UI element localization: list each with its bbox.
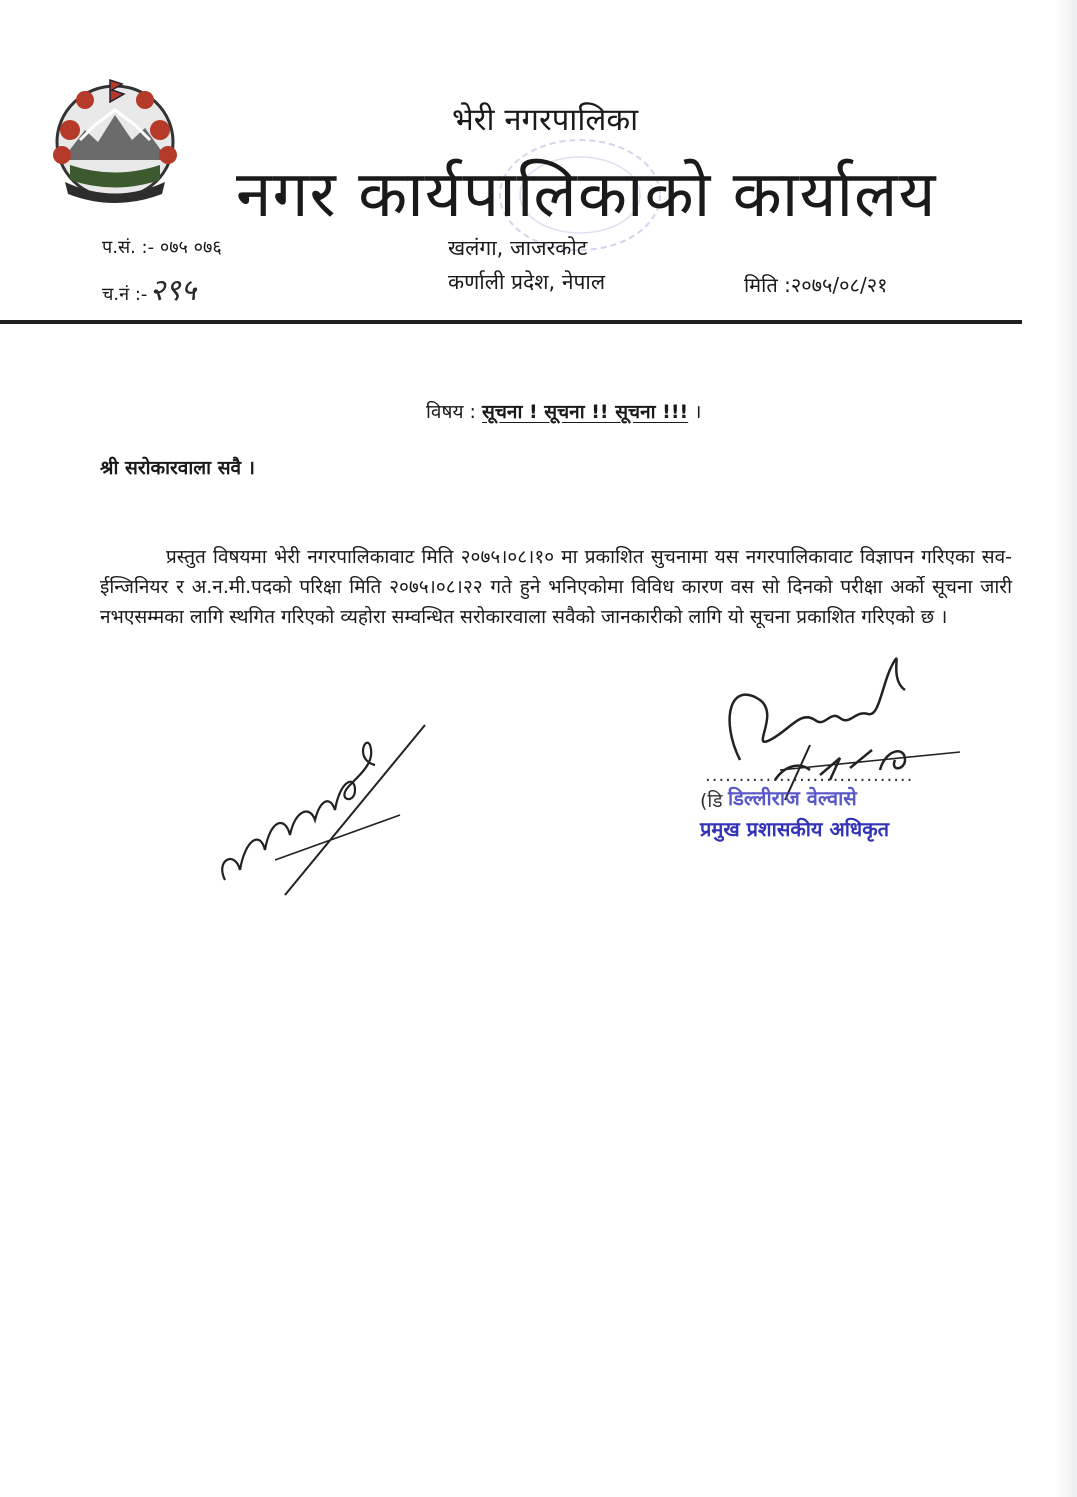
office-title: नगर कार्यपालिकाको कार्यालय [236, 158, 937, 232]
page-edge-shadow [1055, 0, 1077, 1497]
subject-suffix: । [694, 401, 702, 423]
municipality-name: भेरी नगरपालिका [452, 102, 639, 138]
notice-body: प्रस्तुत विषयमा भेरी नगरपालिकावाट मिति २०७५।०८।१० मा प्रकाशित सुचनामा यस नगरपालिकावाट विज्ञापन गरिएका सव- ईन्जिनियर र अ.न.मी.पदको परिक्षा मिति २०७५।०८।२२ गते हुने भनिएकोमा विविध कारण वस सो दिनको परीक्षा अर्को सूचना जारी नभएसम्मका लागि स्थगित गरिएको व्यहोरा सम्वन्धित सरोकारवाला सवैको जानकारीको लागि यो सूचना प्रकाशित गरिएको छ । [100, 546, 1012, 628]
letter-date: मिति :२०७५/०८/२१ [744, 273, 888, 297]
signer-name-stamp: डिल्लीराज वेल्वासे [728, 786, 857, 810]
salutation: श्री सरोकारवाला सवै । [100, 457, 255, 479]
dispatch-label: च.नं :- [102, 284, 148, 305]
subject-label: विषय : [426, 401, 476, 423]
nepal-emblem-icon [40, 70, 190, 210]
address-line-2: कर्णाली प्रदेश, नेपाल [448, 270, 606, 294]
subject-text: सूचना ! सूचना !! सूचना !!! [481, 401, 689, 423]
signature-dotted-line: ............................... [705, 765, 914, 786]
address-line-1: खलंगा, जाजरकोट [448, 236, 588, 260]
dispatch-number: २९५ [149, 273, 197, 308]
subject-line [426, 398, 701, 424]
header-divider [0, 320, 1022, 324]
handwritten-initial-icon [215, 720, 445, 900]
dispatch-number-row [102, 268, 196, 309]
fiscal-year: प.सं. :- ०७५ ०७६ [102, 237, 222, 258]
signer-title-stamp: प्रमुख प्रशासकीय अधिकृत [700, 817, 889, 841]
signer-name-typed: (डि [700, 790, 723, 812]
